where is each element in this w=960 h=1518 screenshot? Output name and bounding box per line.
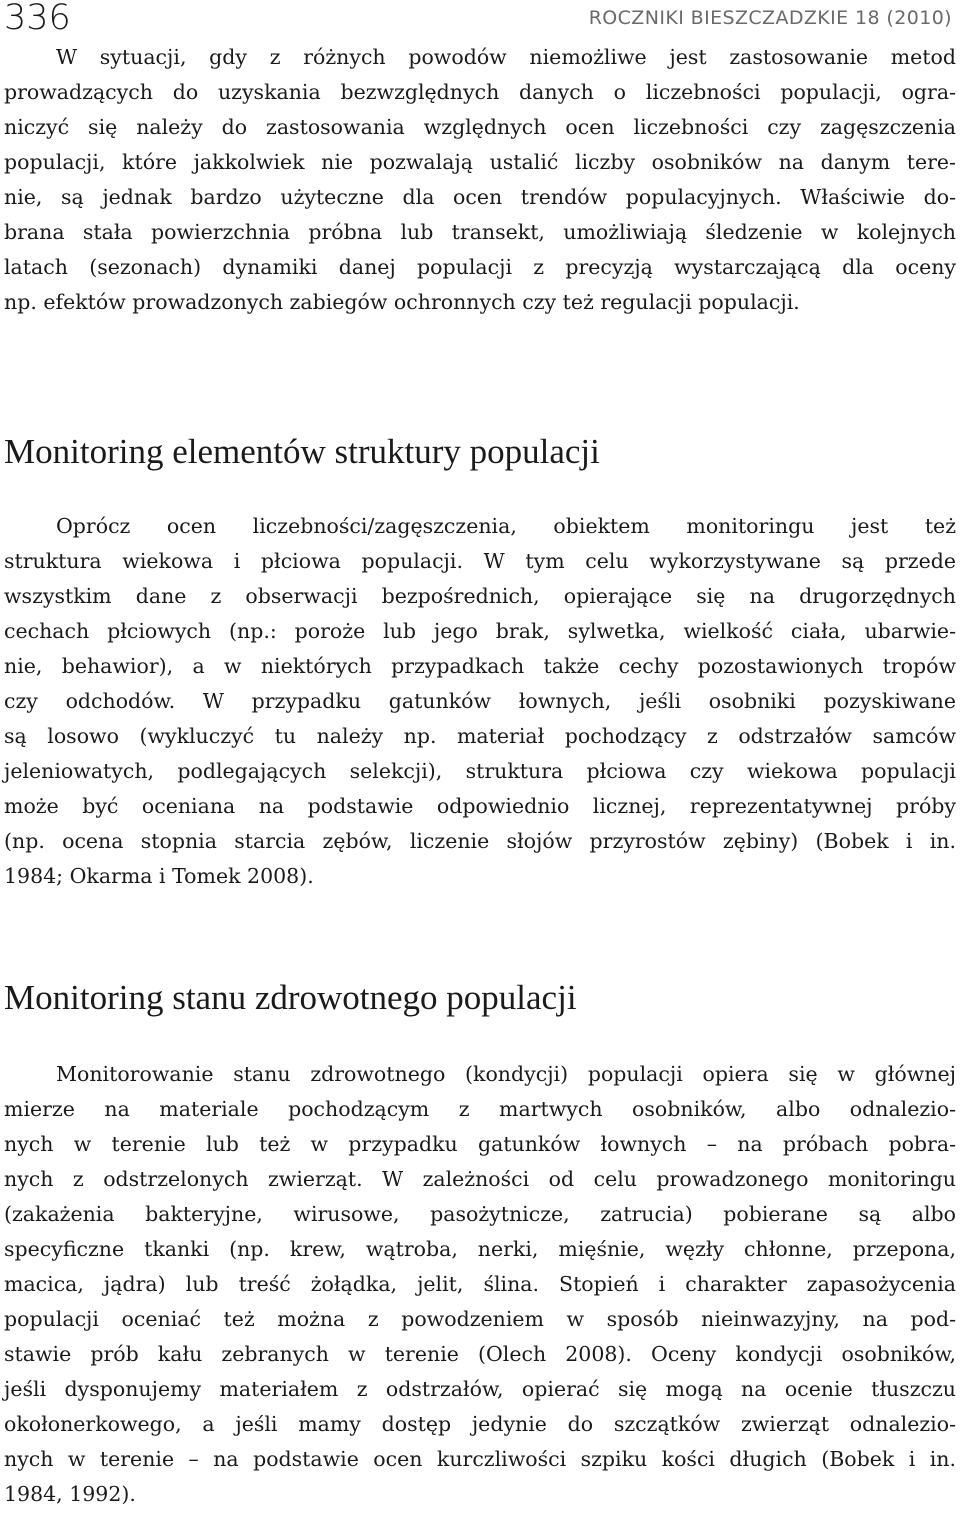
paragraph-line: nie, są jednak bardzo użyteczne dla ocen trendów populacyjnych. Właściwie do- <box>4 185 956 209</box>
paragraph-line: brana stała powierzchnia próbna lub transekt, umożliwiają śledzenie w kolejnych <box>4 220 956 244</box>
paragraph-line: 1984, 1992). <box>4 1482 136 1506</box>
paragraph-line: specyficzne tkanki (np. krew, wątroba, nerki, mięśnie, węzły chłonne, przepona, <box>4 1237 956 1261</box>
paragraph-line: Oprócz ocen liczebności/zagęszczenia, obiektem monitoringu jest też <box>56 514 956 538</box>
paragraph-line: nie, behawior), a w niektórych przypadkach także cechy pozostawionych tropów <box>4 654 956 678</box>
health-paragraph <box>4 1057 956 1512</box>
running-title: ROCZNIKI BIESZCZADZKIE 18 (2010) <box>588 7 952 29</box>
paragraph-line: latach (sezonach) dynamiki danej populacji z precyzją wystarczającą dla oceny <box>4 255 956 279</box>
paragraph-line: czy odchodów. W przypadku gatunków łownych, jeśli osobniki pozyskiwane <box>4 689 956 713</box>
page-header <box>4 0 956 42</box>
paragraph-line: struktura wiekowa i płciowa populacji. W tym celu wykorzystywane są przede <box>4 549 956 573</box>
paragraph-line: prowadzących do uzyskania bezwzględnych danych o liczebności populacji, ogra- <box>4 80 956 104</box>
paragraph-line: (zakażenia bakteryjne, wirusowe, pasożytnicze, zatrucia) pobierane są albo <box>4 1202 956 1226</box>
paragraph-line: wszystkim dane z obserwacji bezpośrednich, opierające się na drugorzędnych <box>4 584 956 608</box>
section-heading-structure: Monitoring elementów struktury populacji <box>4 432 600 471</box>
paragraph-line: macica, jądra) lub treść żołądka, jelit, ślina. Stopień i charakter zapasożycenia <box>4 1272 956 1296</box>
paragraph-line: jeleniowatych, podlegających selekcji), struktura płciowa czy wiekowa populacji <box>4 759 956 783</box>
paragraph-line: może być oceniana na podstawie odpowiednio licznej, reprezentatywnej próby <box>4 794 956 818</box>
page-number: 336 <box>4 0 71 38</box>
paragraph-line: cechach płciowych (np.: poroże lub jego brak, sylwetka, wielkość ciała, ubarwie- <box>4 619 956 643</box>
paragraph-line: niczyć się należy do zastosowania względnych ocen liczebności czy zagęszczenia <box>4 115 956 139</box>
paragraph-line: mierze na materiale pochodzącym z martwych osobników, albo odnalezio- <box>4 1097 956 1121</box>
paragraph-line: są losowo (wykluczyć tu należy np. materiał pochodzący z odstrzałów samców <box>4 724 956 748</box>
paragraph-line: W sytuacji, gdy z różnych powodów niemożliwe jest zastosowanie metod <box>56 45 956 69</box>
intro-paragraph <box>4 40 956 320</box>
paragraph-line: populacji oceniać też można z powodzeniem w sposób nieinwazyjny, na pod- <box>4 1307 956 1331</box>
paragraph-line: nych w terenie – na podstawie ocen kurczliwości szpiku kości długich (Bobek i in. <box>4 1447 956 1471</box>
paragraph-line: populacji, które jakkolwiek nie pozwalają ustalić liczby osobników na danym tere- <box>4 150 956 174</box>
paragraph-line: nych z odstrzelonych zwierząt. W zależności od celu prowadzonego monitoringu <box>4 1167 956 1191</box>
paragraph-line: stawie prób kału zebranych w terenie (Olech 2008). Oceny kondycji osobników, <box>4 1342 956 1366</box>
paragraph-line: (np. ocena stopnia starcia zębów, liczenie słojów przyrostów zębiny) (Bobek i in. <box>4 829 956 853</box>
section-heading-health: Monitoring stanu zdrowotnego populacji <box>4 978 577 1017</box>
structure-paragraph <box>4 509 956 894</box>
paragraph-line: jeśli dysponujemy materiałem z odstrzałów, opierać się mogą na ocenie tłuszczu <box>4 1377 956 1401</box>
paragraph-line: Monitorowanie stanu zdrowotnego (kondycji) populacji opiera się w głównej <box>56 1062 956 1086</box>
paragraph-line: nych w terenie lub też w przypadku gatunków łownych – na próbach pobra- <box>4 1132 956 1156</box>
paragraph-line: okołonerkowego, a jeśli mamy dostęp jedynie do szczątków zwierząt odnalezio- <box>4 1412 956 1436</box>
paragraph-line: 1984; Okarma i Tomek 2008). <box>4 864 314 888</box>
paragraph-line: np. efektów prowadzonych zabiegów ochronnych czy też regulacji populacji. <box>4 290 800 314</box>
